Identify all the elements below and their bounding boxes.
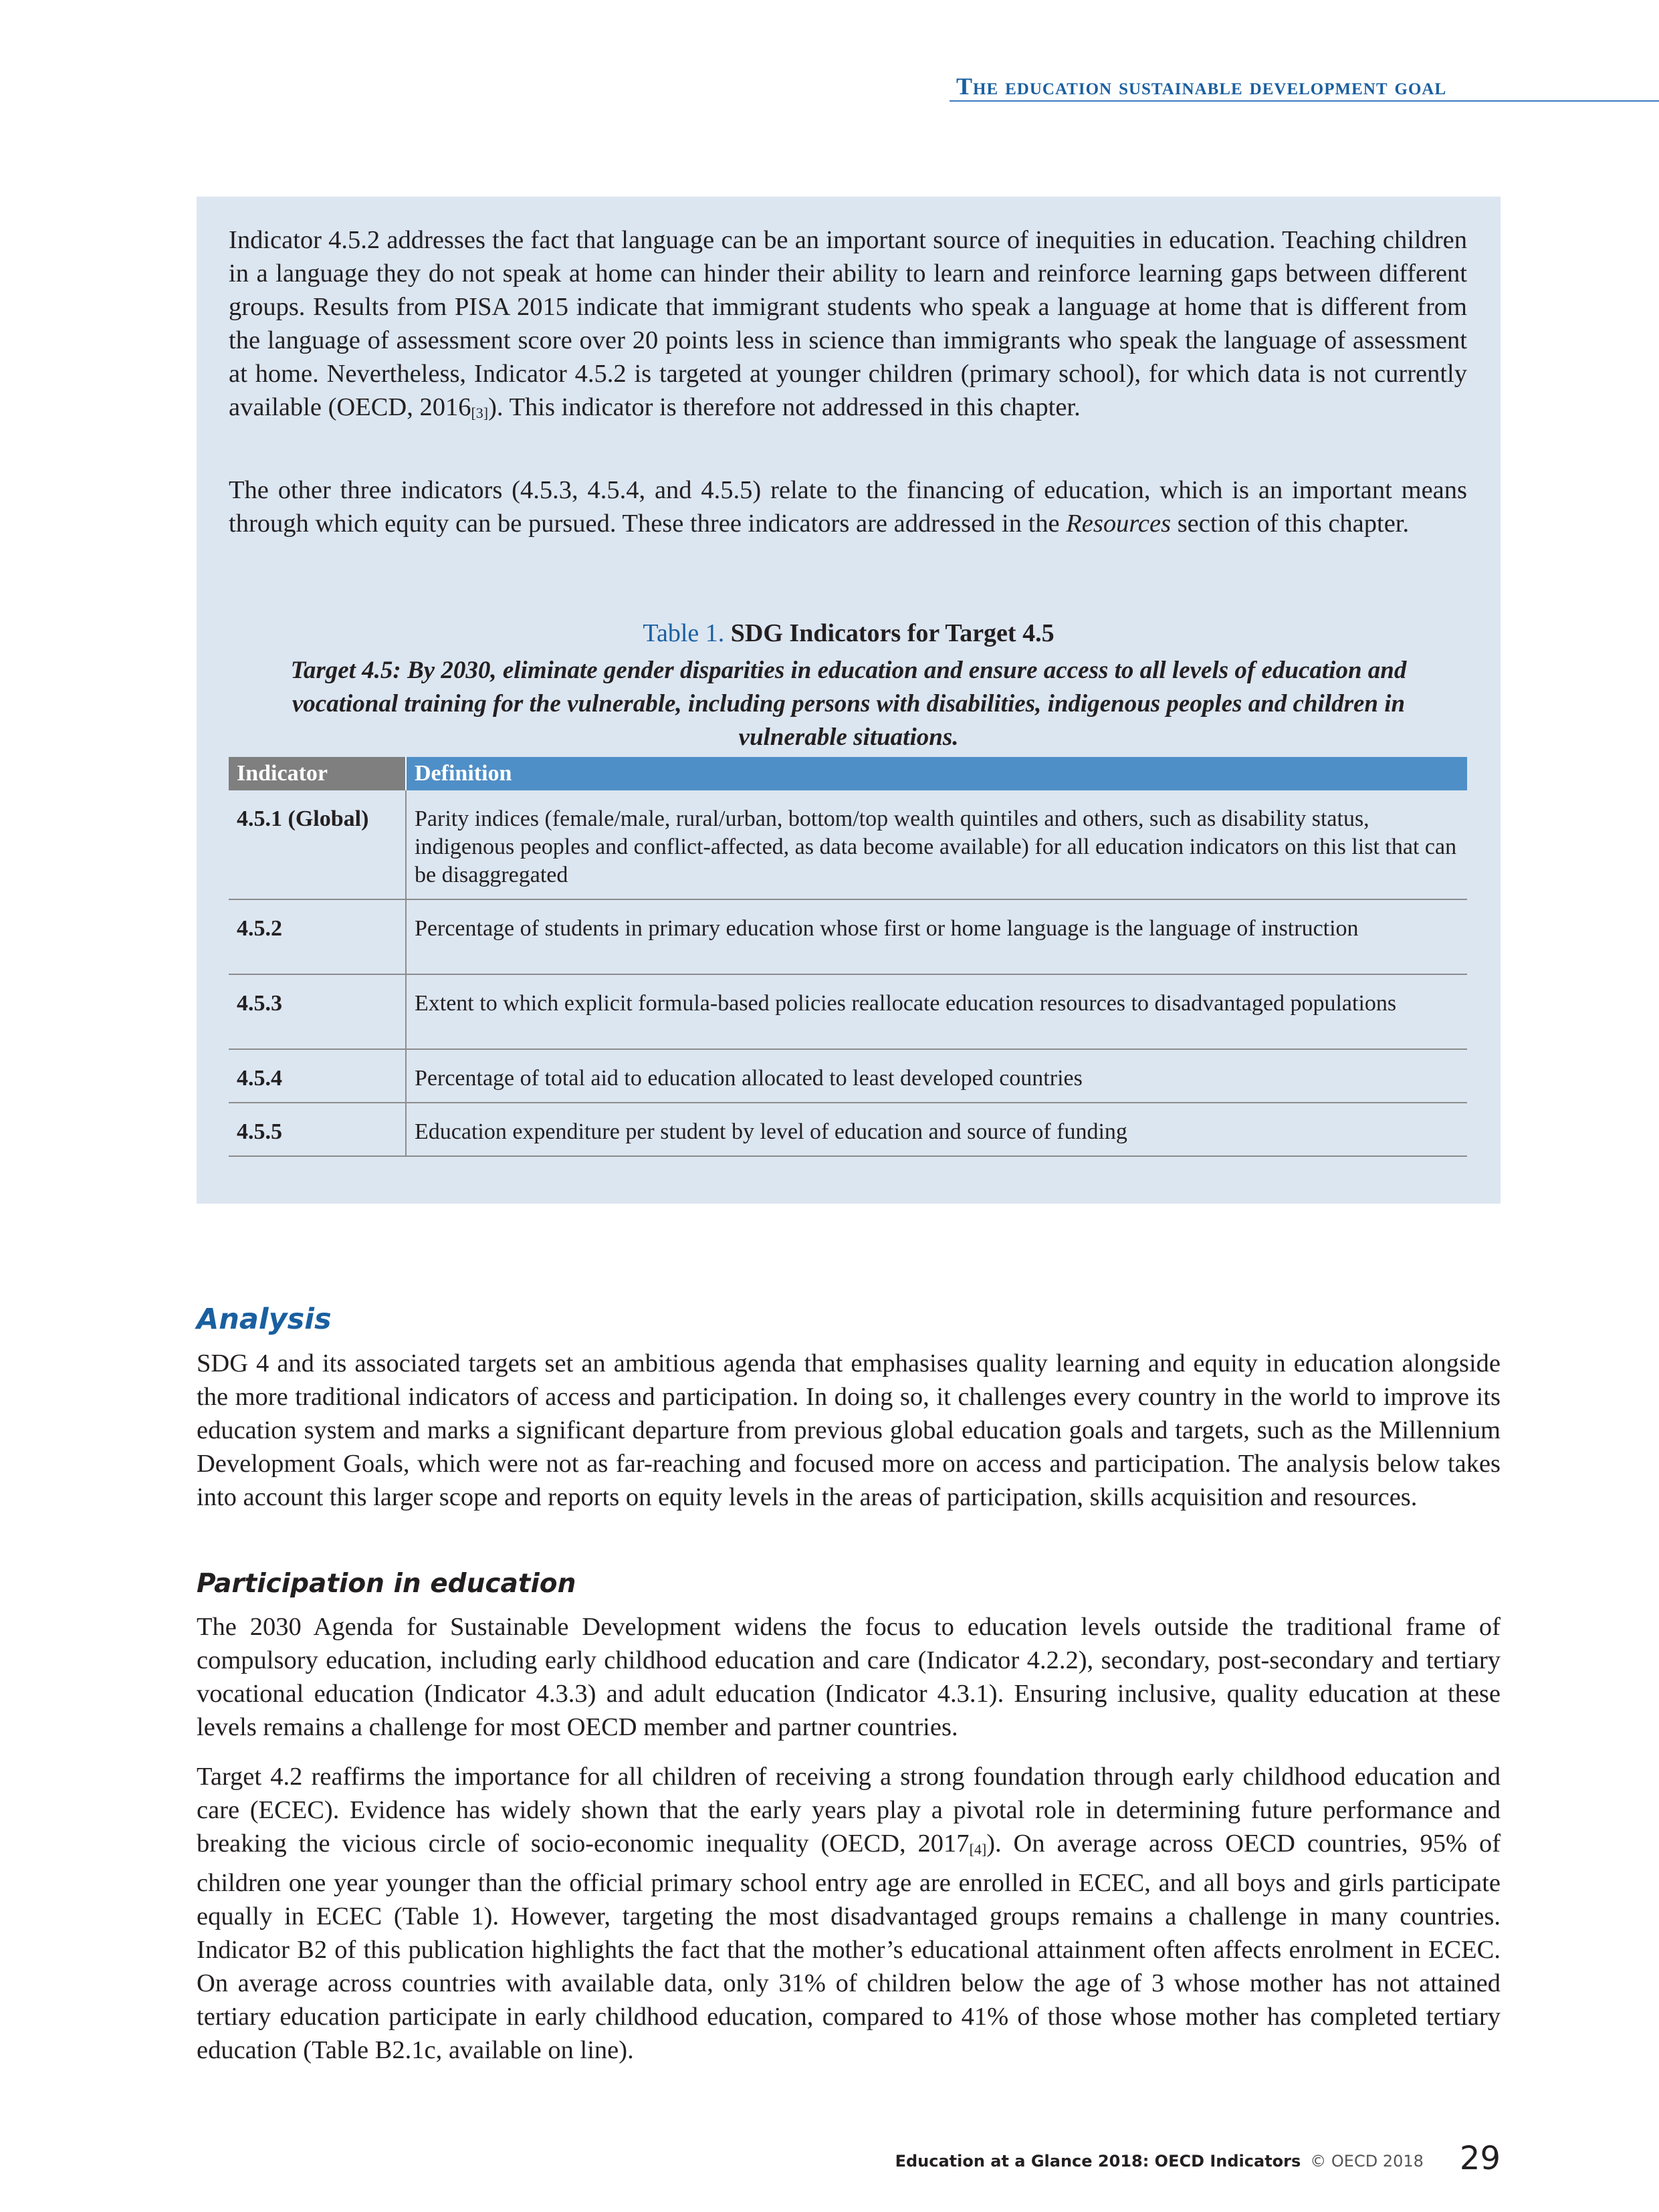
table-title: SDG Indicators for Target 4.5 <box>730 619 1055 647</box>
table-target-text: Target 4.5: By 2030, eliminate gender disparities in education and ensure access to all levels of education and vocational training for the vulnerable, including persons with disabilities, indigenous peoples and children in vulnerable situations. <box>290 657 1407 751</box>
table-row <box>229 974 1467 1049</box>
table-header-row <box>229 757 1467 790</box>
box-paragraph-2 <box>229 473 1467 540</box>
participation-paragraph-2 <box>197 1760 1501 2067</box>
participation-heading: Participation in education <box>197 1569 576 1599</box>
citation-ref-3[interactable]: [3] <box>471 405 489 421</box>
definition-cell: Percentage of students in primary education whose first or home language is the language of instruction <box>406 899 1467 974</box>
table-caption <box>197 617 1501 650</box>
box-paragraph-2-text-end: section of this chapter. <box>1171 510 1410 538</box>
indicator-cell: 4.5.2 <box>229 899 406 974</box>
indicator-box <box>197 197 1501 1204</box>
indicator-cell: 4.5.5 <box>229 1103 406 1156</box>
column-header-definition: Definition <box>406 757 1467 790</box>
box-paragraph-2-text: The other three indicators (4.5.3, 4.5.4, and 4.5.5) relate to the financing of education, which is an important means through which equity can be pursued. These three indicators are addressed in the <box>229 476 1467 538</box>
table-row <box>229 1103 1467 1156</box>
header-rule <box>950 100 1659 102</box>
indicator-cell: 4.5.3 <box>229 974 406 1049</box>
resources-emphasis: Resources <box>1066 510 1172 538</box>
table-label: Table 1. <box>643 619 725 647</box>
participation-paragraph-2-text: Target 4.2 reaffirms the importance for all children of receiving a strong foundation through early childhood education and care (ECEC). Evidence has widely shown that the early years play a pivotal role in determining future performance and breaking the vicious circle of socio-economic inequality (OECD, 2017 <box>197 1763 1501 1858</box>
page-number: 29 <box>1459 2140 1501 2177</box>
page-footer <box>869 2140 1501 2177</box>
analysis-heading: Analysis <box>197 1303 332 1336</box>
running-header: The education sustainable development goal <box>956 73 1447 100</box>
participation-paragraph-1: The 2030 Agenda for Sustainable Development widens the focus to education levels outside the traditional frame of compulsory education, including early childhood education and care (Indicator 4.2.2), secondary, post-secondary and tertiary vocational education (Indicator 4.3.3) and adult education (Indicator 4.3.1). Ensuring inclusive, quality education at these levels remains a challenge for most OECD member and partner countries. <box>197 1613 1501 1741</box>
box-paragraph-1 <box>229 223 1467 430</box>
definition-cell: Parity indices (female/male, rural/urban, bottom/top wealth quintiles and others, such as disability status, indigenous peoples and conflict-affected, as data become available) for all education indicators on this list that can be disaggregated <box>406 790 1467 899</box>
definition-cell: Percentage of total aid to education allocated to least developed countries <box>406 1049 1467 1103</box>
participation-paragraph-2-text-end: ). On average across OECD countries, 95% of children one year younger than the official primary school entry age are enrolled in ECEC, and all boys and girls participate equally in ECEC (Table 1). However, targeting the most disadvantaged groups remains a challenge in many countries. Indicator B2 of this publication highlights the fact that the mother’s educational attainment often affects enrolment in ECEC. On average across countries with available data, only 31% of children below the age of 3 whose mother has not attained tertiary education participate in early childhood education, compared to 41% of those whose mother has completed tertiary education (Table B2.1c, available on line). <box>197 1830 1501 2064</box>
box-paragraph-1-text-end: ). This indicator is therefore not addressed in this chapter. <box>488 393 1081 421</box>
table-row <box>229 790 1467 899</box>
indicator-cell: 4.5.4 <box>229 1049 406 1103</box>
publication-title: Education at a Glance 2018: OECD Indicators <box>895 2152 1301 2171</box>
column-header-indicator: Indicator <box>229 757 406 790</box>
analysis-paragraph: SDG 4 and its associated targets set an ambitious agenda that emphasises quality learning and equity in education alongside the more traditional indicators of access and participation. In doing so, it challenges every country in the world to improve its education system and marks a significant departure from previous global education goals and targets, such as the Millennium Development Goals, which were not as far-reaching and focused more on access and participation. The analysis below takes into account this larger scope and reports on equity levels in the areas of participation, skills acquisition and resources. <box>197 1349 1501 1511</box>
definition-cell: Education expenditure per student by level of education and source of funding <box>406 1103 1467 1156</box>
citation-ref-4[interactable]: [4] <box>969 1841 987 1858</box>
table-row <box>229 899 1467 974</box>
box-paragraph-1-text: Indicator 4.5.2 addresses the fact that language can be an important source of inequities in education. Teaching children in a language they do not speak at home can hinder their ability to learn and reinforce learning gaps between different groups. Results from PISA 2015 indicate that immigrant students who speak a language at home that is different from the language of assessment score over 20 points less in science than immigrants who speak the language of assessment at home. Nevertheless, Indicator 4.5.2 is targeted at younger children (primary school), for which data is not currently available (OECD, 2016 <box>229 226 1467 421</box>
sdg-indicator-table <box>229 757 1467 1157</box>
copyright: © OECD 2018 <box>1310 2152 1424 2171</box>
table-row <box>229 1049 1467 1103</box>
indicator-cell: 4.5.1 (Global) <box>229 790 406 899</box>
definition-cell: Extent to which explicit formula-based policies reallocate education resources to disadvantaged populations <box>406 974 1467 1049</box>
